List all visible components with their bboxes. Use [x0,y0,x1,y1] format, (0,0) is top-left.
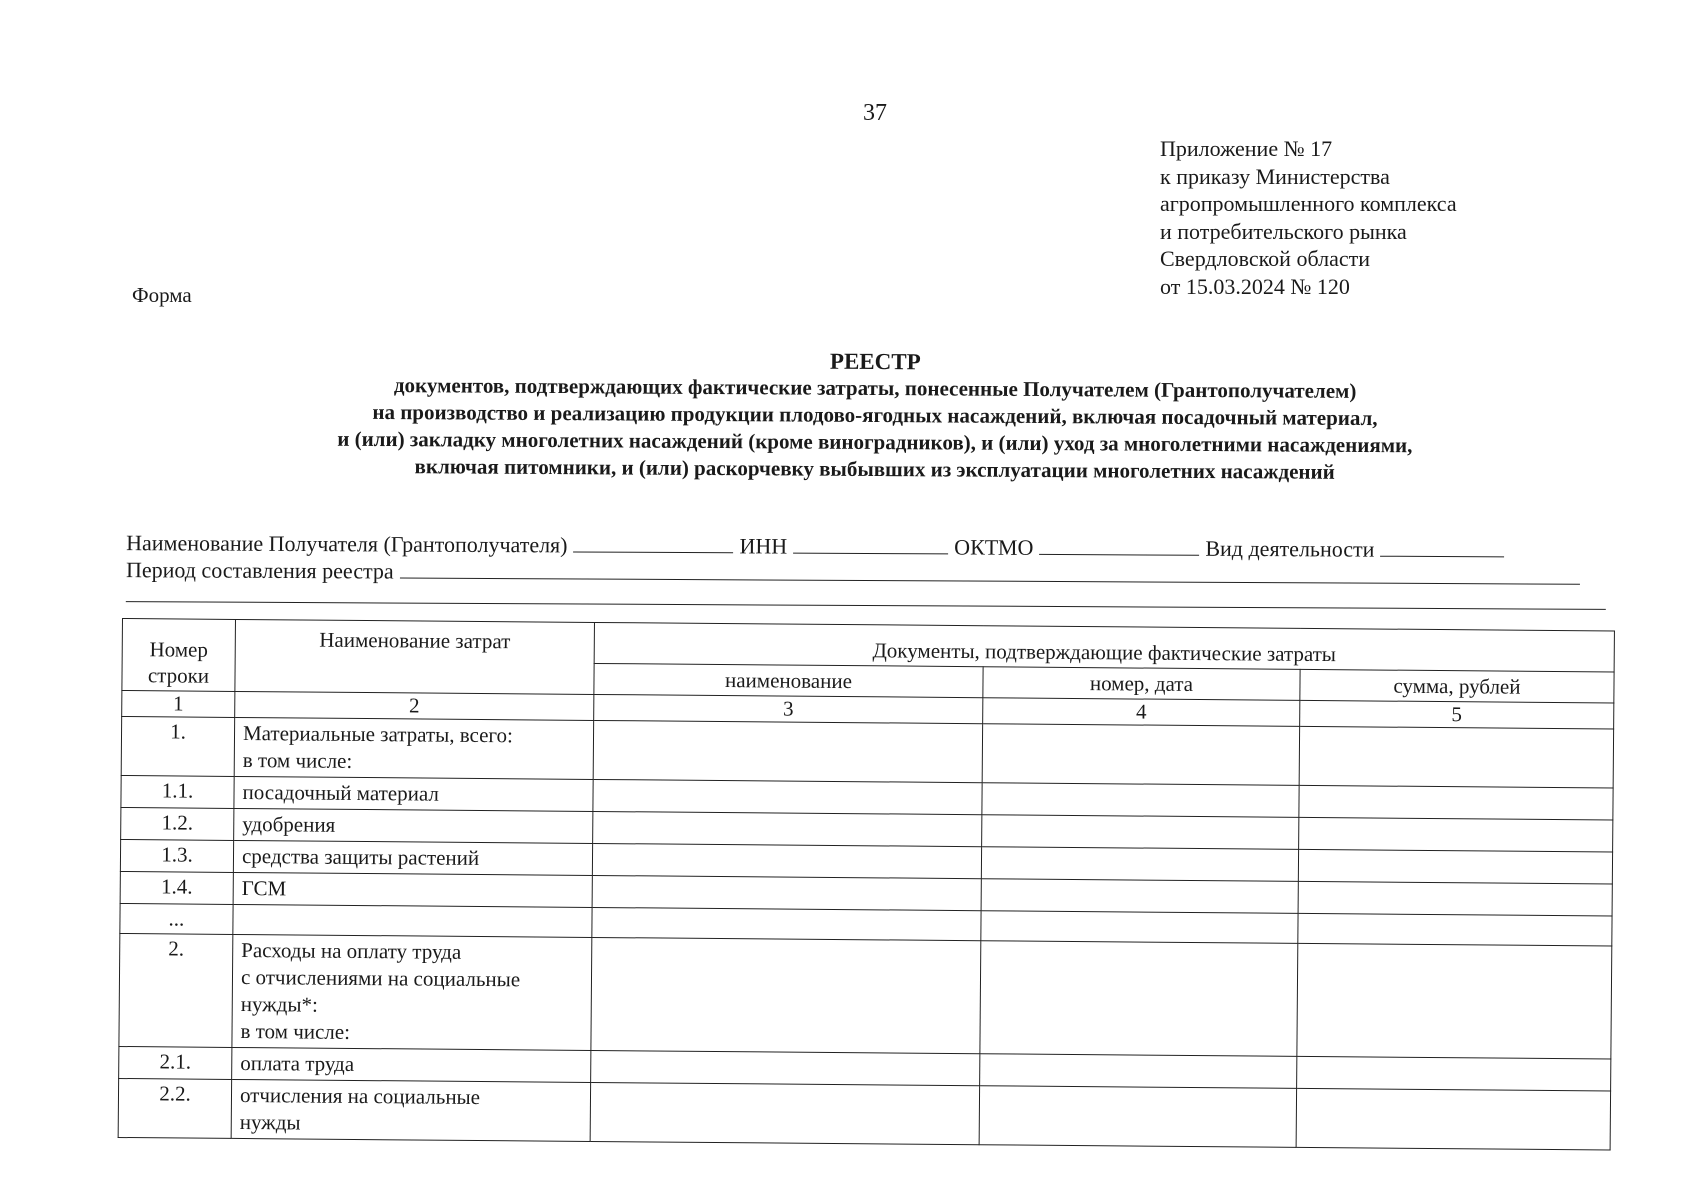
column-number: 5 [1300,700,1614,729]
row-number-cell: 2. [119,933,233,1047]
row-number-cell: 2.2. [118,1078,231,1138]
doc-name-cell[interactable] [592,843,981,878]
appendix-line: Приложение № 17 [1160,136,1333,161]
cost-name-cell [233,904,592,937]
doc-sum-cell[interactable] [1299,817,1613,852]
doc-sum-cell[interactable] [1299,726,1613,788]
column-number: 1 [122,691,235,718]
recipient-blank[interactable] [574,550,734,553]
table-row [118,1078,1610,1149]
title-line: документов, подтверждающих фактические затраты, понесенные Получателем (Грантополучателем) [393,373,1357,403]
doc-number-date-cell[interactable] [981,847,1298,882]
row-number-cell: ... [120,903,233,934]
title-heading: РЕЕСТР [829,348,921,375]
doc-number-date-cell[interactable] [982,724,1299,786]
doc-number-date-cell[interactable] [980,941,1298,1057]
activity-blank[interactable] [1380,555,1504,558]
doc-number-date-cell[interactable] [982,783,1299,818]
document-title [200,344,1551,487]
title-line: и (или) закладку многолетних насаждений (кроме виноградников), и (или) уход за многолетними насаждениями, [337,426,1413,458]
cost-name-cell: посадочный материал [234,776,593,811]
doc-name-cell[interactable] [591,937,981,1053]
doc-name-cell[interactable] [593,811,982,846]
doc-number-date-cell[interactable] [980,1054,1297,1089]
cost-name-cell: Расходы на оплату труда с отчислениями на социальные нужды*: в том числе: [232,934,592,1050]
table-body [118,717,1613,1150]
doc-name-cell[interactable] [593,720,982,782]
period-blank[interactable] [400,577,1580,585]
header-doc-name: наименование [594,663,983,697]
cost-name-cell: Материальные затраты, всего: в том числе: [234,717,593,779]
appendix-line: к приказу Министерства [1160,163,1390,189]
appendix-line: агропромышленного комплекса [1160,191,1457,216]
row-number-cell: 2.1. [119,1046,232,1079]
appendix-line: и потребительского рынка [1160,218,1407,244]
cost-name-cell: средства защиты растений [233,840,592,875]
column-number: 2 [235,691,594,720]
cost-name-cell: оплата труда [232,1047,591,1082]
title-line: включая питомники, и (или) раскорчевку выбывших из эксплуатации многолетних насаждений [414,454,1335,484]
doc-number-date-cell[interactable] [981,911,1298,944]
doc-sum-cell[interactable] [1297,943,1612,1059]
column-number: 4 [983,698,1300,727]
header-doc-sum: сумма, рублей [1300,669,1614,703]
doc-sum-cell[interactable] [1296,1088,1610,1150]
header-row [122,619,1614,672]
appendix-line: Свердловской области [1160,246,1370,271]
doc-name-cell[interactable] [590,1082,979,1144]
activity-label: Вид деятельности [1205,535,1375,562]
title-line: на производство и реализацию продукции плодово-ягодных насаждений, включая посадочный материал, [372,399,1378,431]
row-number-cell: 1.2. [121,807,234,840]
header-documents: Документы, подтверждающие фактические затраты [594,622,1614,672]
header-fields [126,530,1606,610]
appendix-block [1160,135,1457,300]
cost-name-cell: удобрения [234,808,593,843]
doc-sum-cell[interactable] [1299,785,1613,820]
page-number: 37 [863,100,887,126]
row-number-cell: 1.1. [121,775,234,808]
doc-sum-cell[interactable] [1298,913,1612,946]
oktmo-blank[interactable] [1039,553,1199,556]
row-number-cell: 1. [121,717,234,777]
column-number: 3 [594,694,983,723]
doc-name-cell[interactable] [591,1050,980,1085]
inn-blank[interactable] [793,552,948,555]
header-cost-name: Наименование затрат [235,619,595,694]
header-row-number: Номер строки [122,619,236,692]
row-number-cell: 1.3. [120,839,233,872]
cost-name-cell: отчисления на социальные нужды [231,1079,590,1141]
oktmo-label: ОКТМО [954,534,1034,560]
doc-sum-cell[interactable] [1298,881,1612,916]
doc-sum-cell[interactable] [1297,1056,1611,1091]
doc-sum-cell[interactable] [1298,849,1612,884]
doc-name-cell[interactable] [592,875,981,910]
appendix-line: от 15.03.2024 № 120 [1160,273,1350,299]
recipient-label: Наименование Получателя (Грантополучателя) [126,530,568,558]
doc-number-date-cell[interactable] [981,879,1298,914]
header-doc-number-date: номер, дата [983,667,1300,701]
doc-number-date-cell[interactable] [979,1086,1296,1148]
form-label: Форма [132,283,192,307]
register-table [118,618,1615,1150]
doc-name-cell[interactable] [592,907,981,940]
period-label: Период составления реестра [125,557,394,584]
inn-label: ИНН [739,533,788,559]
table-row [119,933,1612,1058]
doc-number-date-cell[interactable] [982,815,1299,850]
cost-name-cell: ГСМ [233,872,592,907]
doc-name-cell[interactable] [593,779,982,814]
row-number-cell: 1.4. [120,871,233,904]
